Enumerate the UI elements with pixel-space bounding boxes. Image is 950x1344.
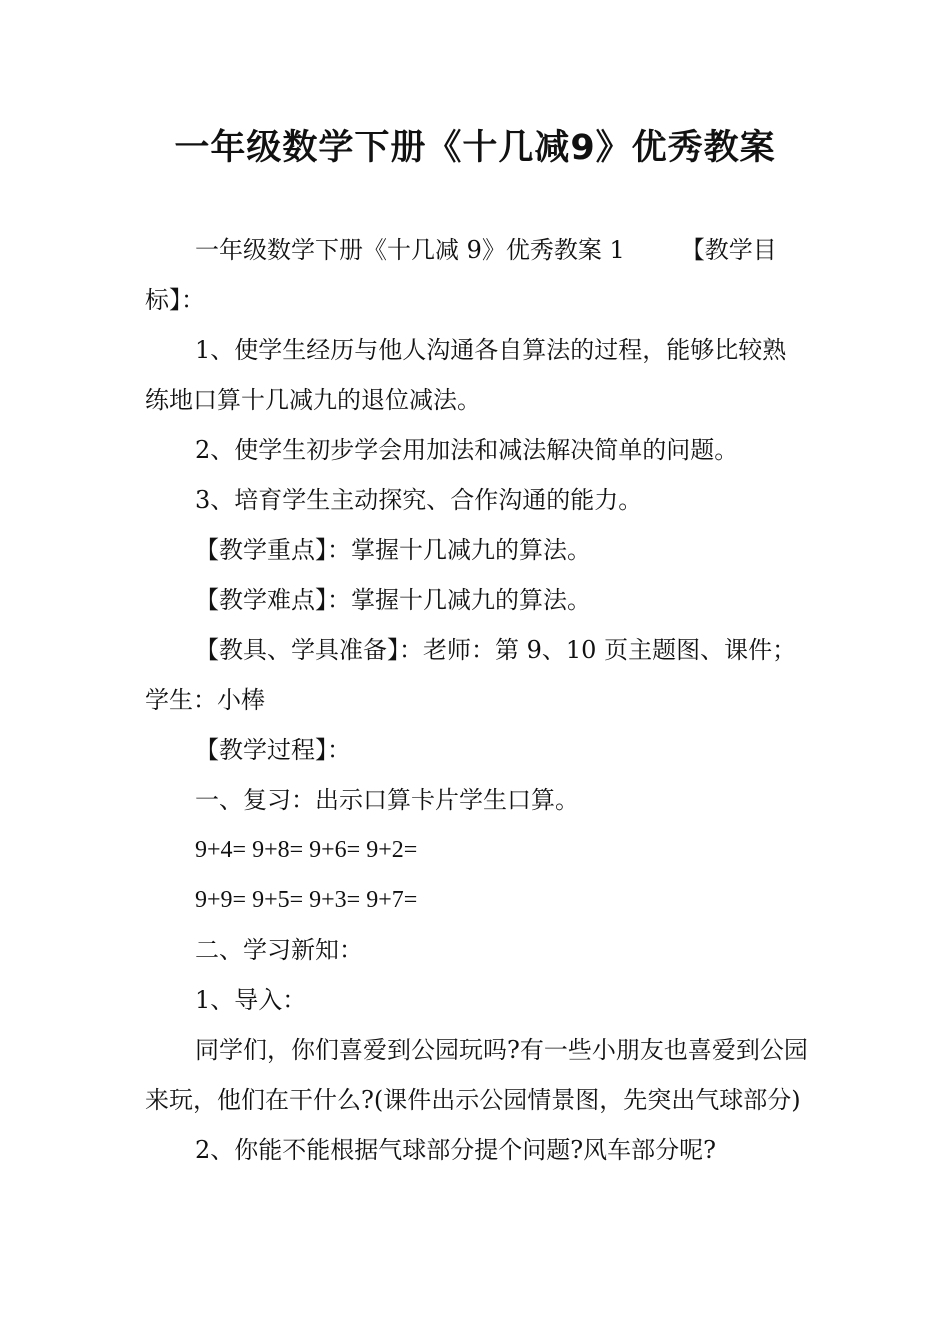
review-equations-2: 9+9= 9+5= 9+3= 9+7= <box>195 887 418 913</box>
intro-paragraph <box>145 225 810 325</box>
intro-title: 一年级数学下册《十几减 9》优秀教案 1 <box>195 236 625 264</box>
key-point: 【教学重点】：掌握十几减九的算法。 <box>195 536 591 564</box>
document-body <box>145 225 810 1175</box>
review-heading: 一、复习：出示口算卡片学生口算。 <box>195 786 579 814</box>
process-heading: 【教学过程】： <box>195 736 351 764</box>
balloon-question: 2、你能不能根据气球部分提个问题?风车部分呢? <box>195 1136 717 1164</box>
materials: 【教具、学具准备】：老师：第 9、10 页主题图、课件；学生：小棒 <box>145 636 797 714</box>
park-question: 同学们，你们喜爱到公园玩吗?有一些小朋友也喜爱到公园来玩，他们在干什么?(课件出示公园情景图，先突出气球部分) <box>145 1036 808 1114</box>
difficult-point: 【教学难点】：掌握十几减九的算法。 <box>195 586 591 614</box>
intro-step: 1、导入： <box>195 986 307 1014</box>
objective-3: 3、培育学生主动探究、合作沟通的能力。 <box>195 486 643 514</box>
document-title: 一年级数学下册《十几减9》优秀教案 <box>174 128 776 168</box>
objective-2: 2、使学生初步学会用加法和减法解决简单的问题。 <box>195 436 739 464</box>
review-equations-1: 9+4= 9+8= 9+6= 9+2= <box>195 837 418 863</box>
intro-heading: 【教学目标】： <box>145 236 777 314</box>
new-knowledge-heading: 二、学习新知： <box>195 936 363 964</box>
objective-1: 1、使学生经历与他人沟通各自算法的过程，能够比较熟练地口算十几减九的退位减法。 <box>145 336 787 414</box>
